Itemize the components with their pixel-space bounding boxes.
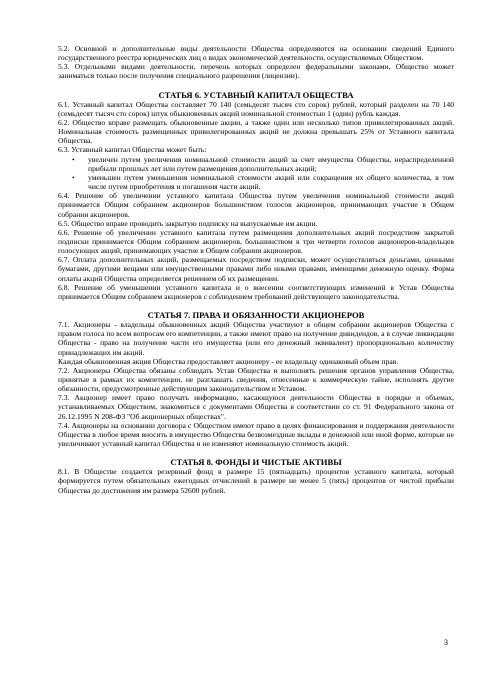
- bullet-icon: •: [72, 172, 75, 182]
- page-number: 3: [444, 638, 448, 647]
- capital-change-list: [58, 155, 454, 192]
- list-item-text: увеличен путем увеличения номинальной стоимости акций за счет имущества Общества, нераспределенной прибыли прошлых лет или путем размещения дополнительных акций;: [88, 154, 454, 173]
- paragraph-7-1b: Каждая обыкновенная акция Общества предоставляет акционеру - ее владельцу одинаковый объем прав.: [58, 356, 399, 366]
- paragraph-5-2: 5.2. Основной и дополнительные виды деятельности Общества определяются на основании сведений Единого государственного реестра юридических лиц о видах экономической деятельности, осуществляемых Обществом.: [58, 44, 454, 63]
- list-item: [58, 173, 454, 191]
- paragraph-7-1: 7.1. Акционеры - владельцы обыкновенных акций Общества участвуют в общем собрании акционеров Общества с правом голоса по всем вопросам его компетенции, а также имеют право на получение дивидендов, а в случае ликвидации Общества - право на получение части его имущества (или его денежный эквивалент) пропорционально количеству принадлежащих им акций.: [58, 320, 454, 357]
- list-item-text: уменьшен путем уменьшения номинальной стоимости акций или сокращения их общего количества, в том числе путем приобретения и погашения части акций.: [88, 172, 454, 192]
- section-8-heading: СТАТЬЯ 8. ФОНДЫ И ЧИСТЫЕ АКТИВЫ: [170, 457, 342, 468]
- document-page: [58, 44, 454, 495]
- paragraph-7-2: 7.2. Акционеры Общества обязаны соблюдать Устав Общества и выполнять решения органов управления Общества, принятые в рамках их компетенции, не разглашать сведения, отнесенные к коммерческую тайне, исполнять другие обязанности, предусмотренные действующим законодательством и Уставом.: [58, 365, 454, 394]
- paragraph-6-1: 6.1. Уставный капитал Общества составляет 70 140 (семьдесят тысяч сто сорок) рублей, который разделен на 70 140 (семьдесят тысяч сто сорок) штук обыкновенных акций номинальной стоимостью 1 (один) рубль каждая.: [58, 99, 454, 118]
- paragraph-6-4: 6.4. Решение об увеличении уставного капитала Общества путем увеличения номинальной стоимости акций принимается Общим собранием акционеров большинством голосов акционеров, принимающих участие в Общем собрании акционеров.: [58, 191, 454, 219]
- paragraph-6-5: 6.5. Общество вправе проводить закрытую подписку на выпускаемые им акции.: [58, 218, 318, 228]
- paragraph-5-3: 5.3. Отдельными видами деятельности, перечень которых определен федеральными законами, Общество может заниматься только после получения специального разрешения (лицензии).: [58, 62, 454, 81]
- bullet-icon: •: [72, 154, 75, 164]
- paragraph-7-3: 7.3. Акционер имеет право получать информацию, касающуюся деятельности Общества в порядке и объемах, устанавливаемых Обществом, знакомиться с документами Общества в соответствии со ст. 91 Федерального закона от 26.12.1995 N 208-ФЗ "Об акционерных обществах".: [58, 393, 454, 421]
- paragraph-6-6: 6.6. Решение об увеличении уставного капитала путем размещения дополнительных акций посредством закрытой подписки принимается Общим собранием акционеров, большинством в три четверти голосов акционеров-владельцев голосующих акций, принимающих участие в Общем собрании акционеров.: [58, 227, 454, 256]
- paragraph-6-3: 6.3. Уставный капитал Общества может быть:: [58, 145, 207, 155]
- section-7-heading: СТАТЬЯ 7. ПРАВА И ОБЯЗАННОСТИ АКЦИОНЕРОВ: [147, 310, 365, 321]
- paragraph-6-7: 6.7. Оплата дополнительных акций, размещаемых посредством подписки, может осуществляться деньгами, ценными бумагами, другими вещами или имущественными правами либо иными правами, имеющими денежную оценку. Форма оплаты акций Общества определяется решением об их размещении.: [58, 255, 454, 283]
- paragraph-7-4: 7.4. Акционеры на основании договора с Обществом имеют право в целях финансирования и поддержания деятельности Общества в любое время вносить в имущество Общества безвозмездные вклады в денежной или иной форме, которые не увеличивают уставный капитал Общества и не изменяют номинальную стоимость акций.: [58, 420, 454, 449]
- paragraph-6-2: 6.2. Общество вправе размещать обыкновенные акции, а также один или несколько типов привилегированных акций. Номинальная стоимость размещенных привилегированных акций не должна превышать 25% от Уставного капитала Общества.: [58, 117, 454, 146]
- paragraph-8-1: 8.1. В Обществе создается резервный фонд в размере 15 (пятнадцать) процентов уставного капитала, который формируется путем обязательных ежегодных отчислений в размере не менее 5 (пять) процентов от чистой прибыли Общества до достижения им размера 52600 рублей.: [58, 467, 454, 495]
- paragraph-6-8: 6.8. Решение об уменьшении уставного капитала и о внесении соответствующих изменений в Устав Общества принимается Общим собранием акционеров с соблюдением требований действующего законодательства.: [58, 282, 454, 301]
- section-6-heading: СТАТЬЯ 6. УСТАВНЫЙ КАПИТАЛ ОБЩЕСТВА: [158, 89, 354, 100]
- list-item: [58, 155, 454, 173]
